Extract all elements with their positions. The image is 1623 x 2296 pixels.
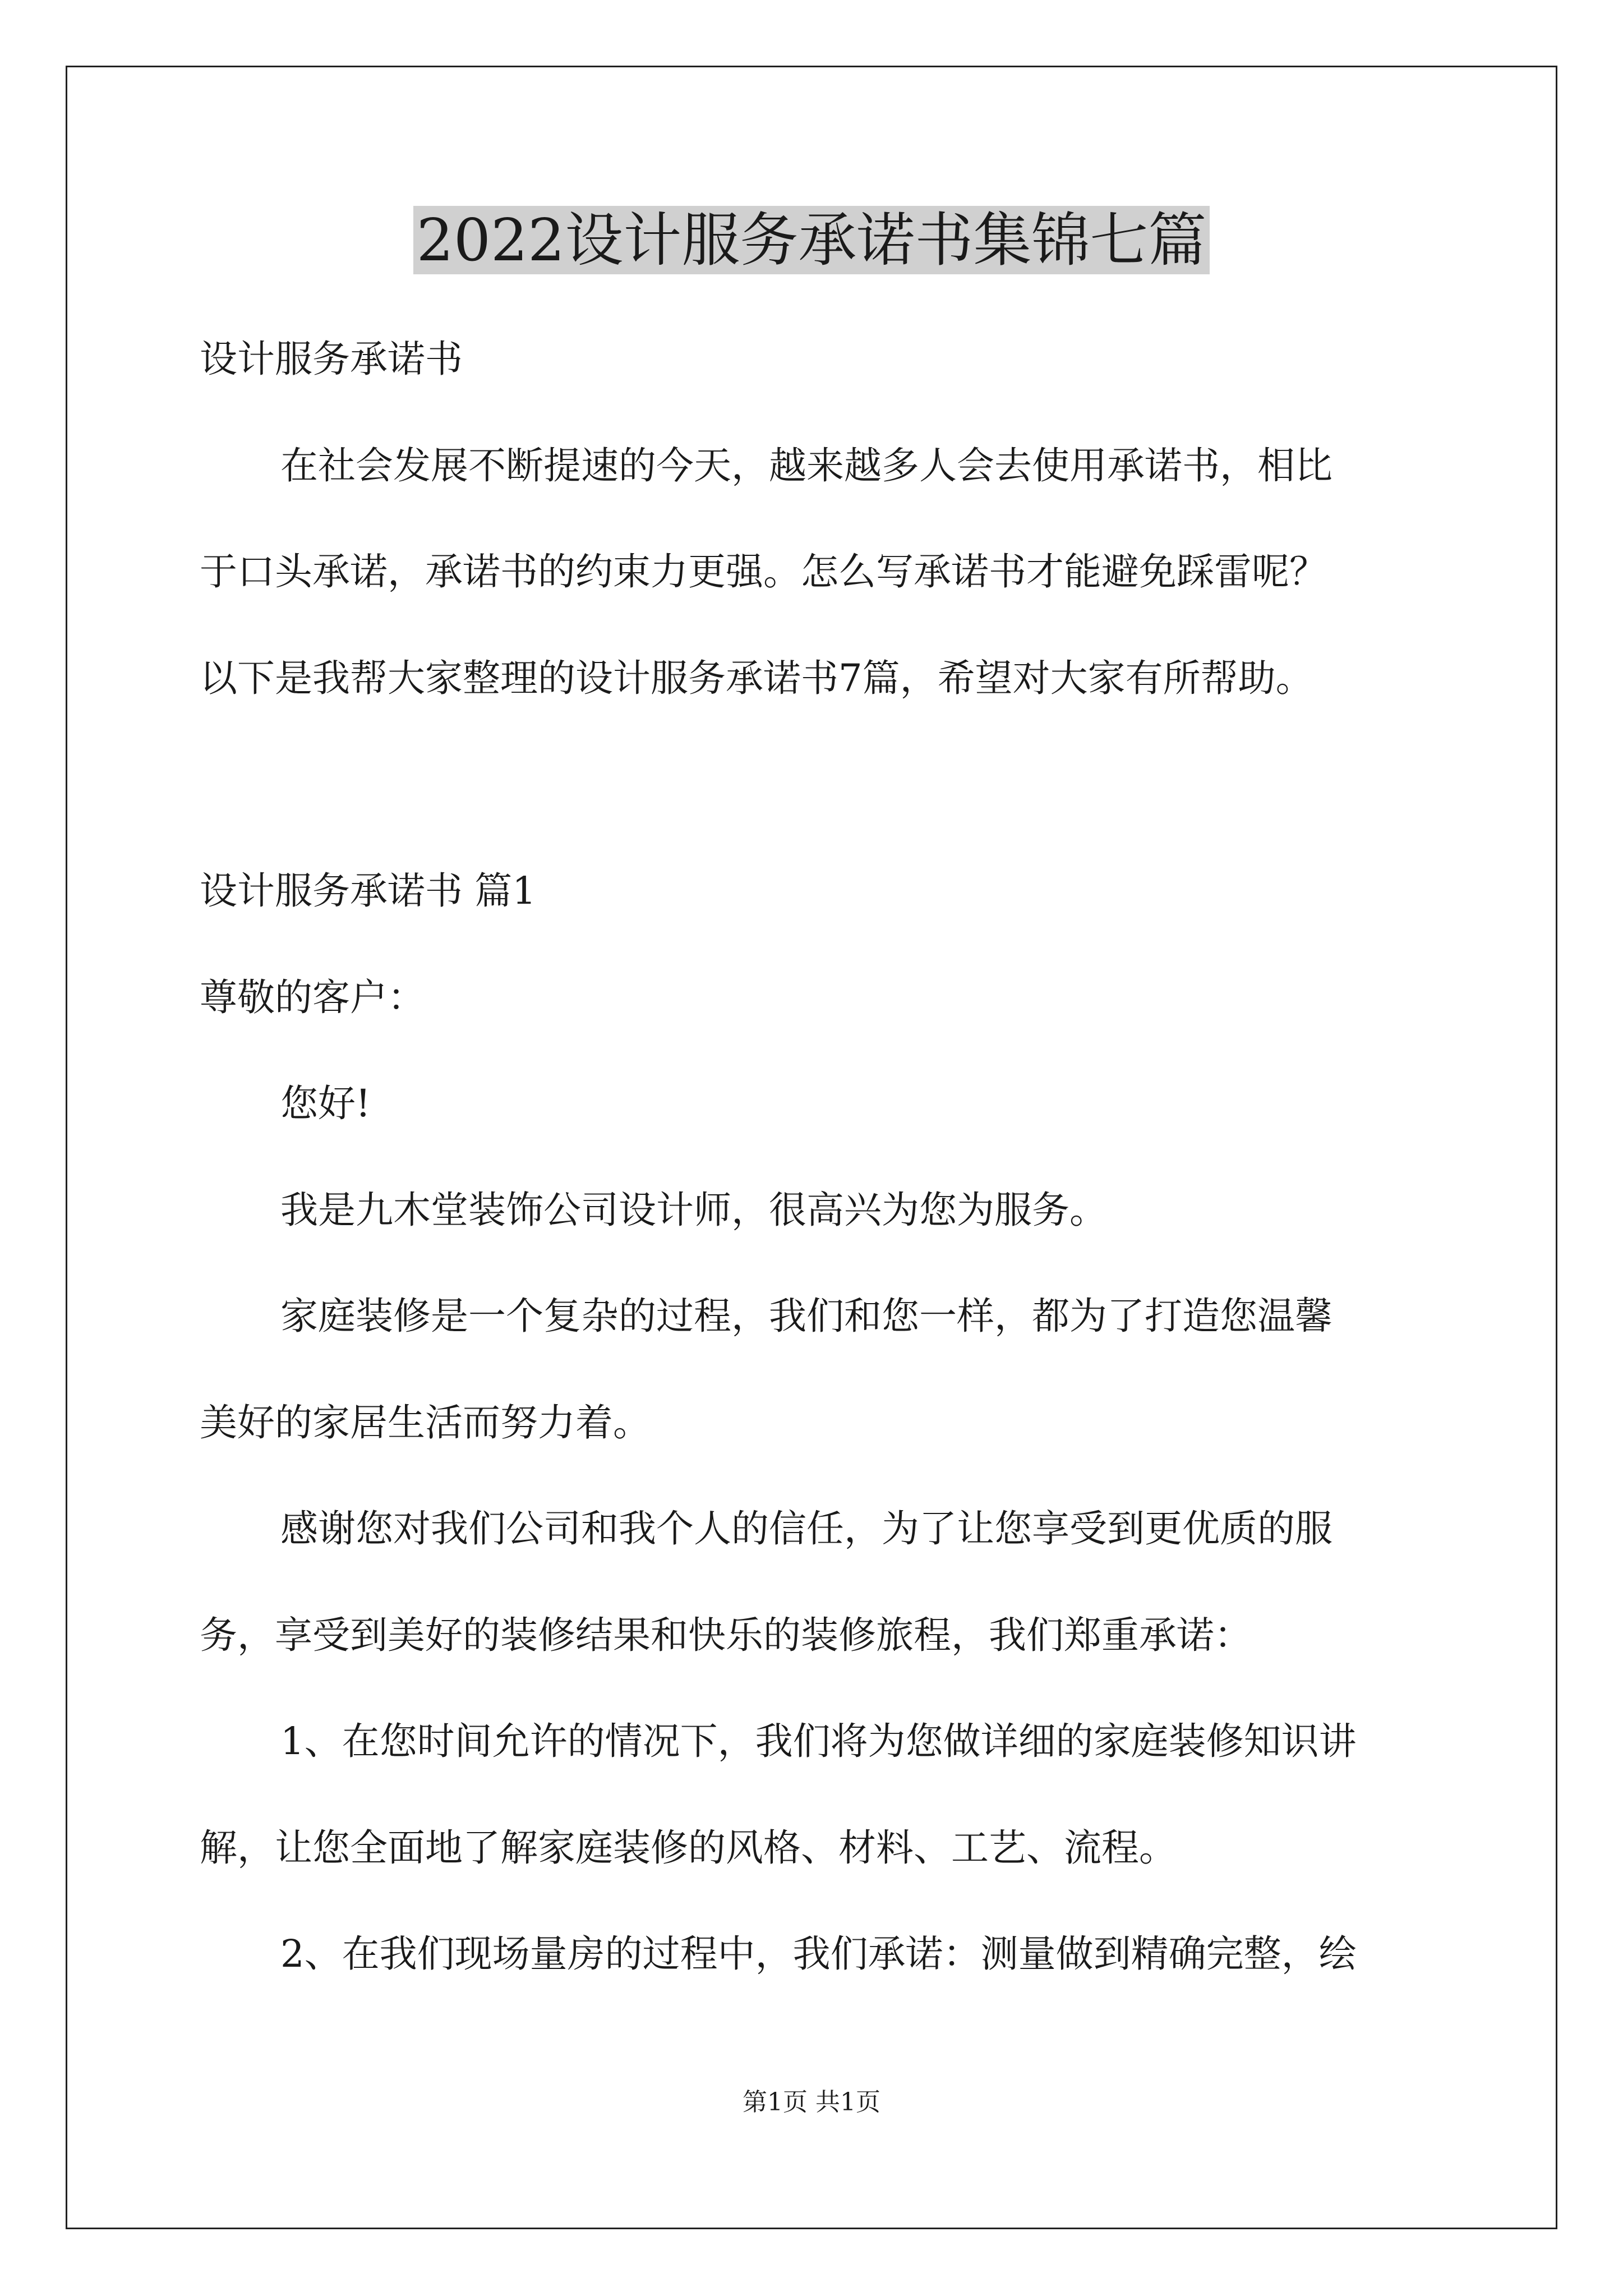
- paragraph-line: 以下是我帮大家整理的设计服务承诺书7篇，希望对大家有所帮助。: [200, 656, 1313, 700]
- page-footer: 第1页 共1页: [743, 2088, 880, 2116]
- document-title-text: 2022设计服务承诺书集锦七篇: [413, 206, 1210, 274]
- salutation: 尊敬的客户：: [200, 976, 425, 1019]
- paragraph-line: 于口头承诺，承诺书的约束力更强。怎么写承诺书才能避免踩雷呢？: [200, 550, 1327, 593]
- greeting: 您好!: [280, 1082, 371, 1125]
- paragraph-line: 感谢您对我们公司和我个人的信任，为了让您享受到更优质的服: [280, 1507, 1332, 1550]
- paragraph-line: 在社会发展不断提速的今天，越来越多人会去使用承诺书，相比: [280, 444, 1332, 487]
- paragraph-line: 务，享受到美好的装修结果和快乐的装修旅程，我们郑重承诺：: [200, 1613, 1252, 1657]
- list-item-line: 2、在我们现场量房的过程中，我们承诺：测量做到精确完整，绘: [280, 1932, 1357, 1976]
- list-item-line: 解，让您全面地了解家庭装修的风格、材料、工艺、流程。: [200, 1826, 1177, 1870]
- paragraph-line: 家庭装修是一个复杂的过程，我们和您一样，都为了打造您温馨: [280, 1294, 1332, 1338]
- section-heading: 设计服务承诺书: [200, 337, 463, 381]
- section-heading: 设计服务承诺书 篇1: [200, 869, 536, 913]
- list-item-line: 1、在您时间允许的情况下，我们将为您做详细的家庭装修知识讲: [280, 1719, 1357, 1763]
- paragraph-line: 我是九木堂装饰公司设计师，很高兴为您为服务。: [280, 1188, 1107, 1232]
- page-border: [66, 66, 1557, 2229]
- paragraph-line: 美好的家居生活而努力着。: [200, 1401, 651, 1444]
- document-title: [0, 201, 1623, 279]
